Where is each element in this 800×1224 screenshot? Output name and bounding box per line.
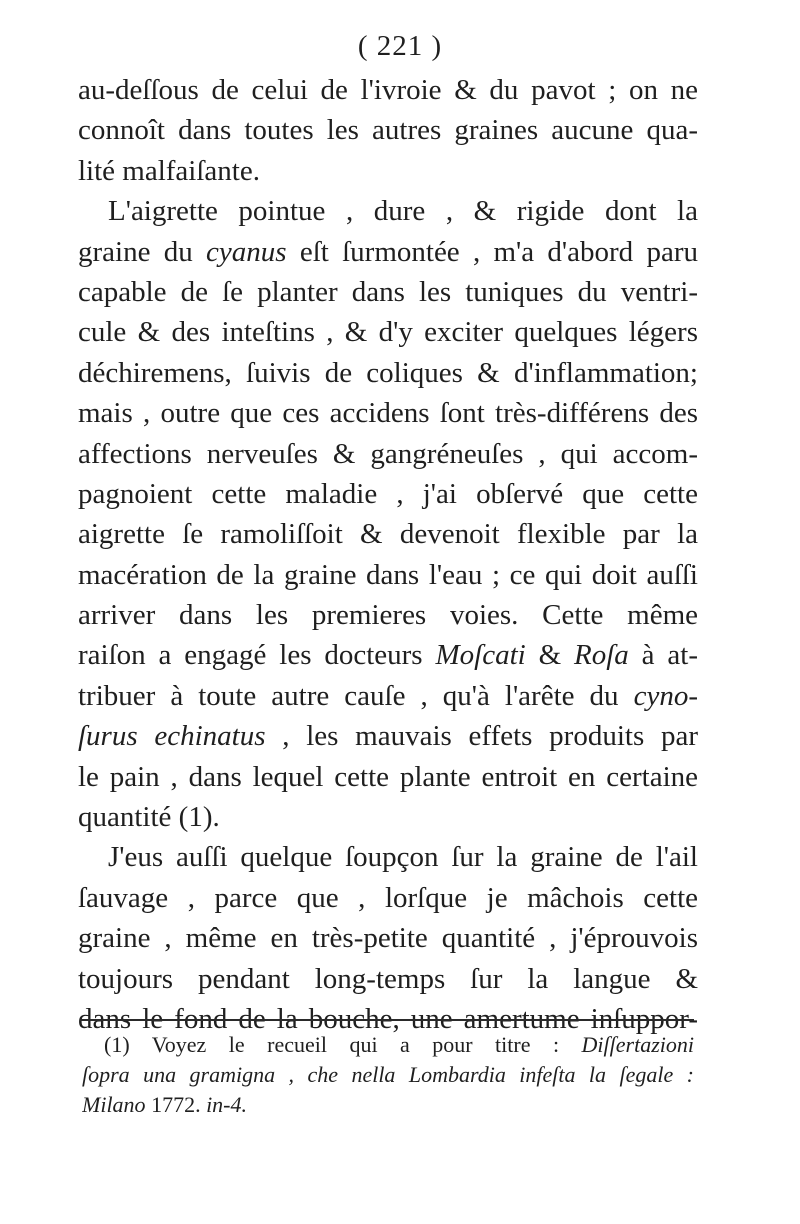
body-line [78,959,698,999]
italic-text: ſopra una gramigna , che nella Lombardia infeſta la ſegale : [82,1062,694,1087]
text-run: lité malfaiſante. [78,154,260,187]
text-run: L'aigrette pointue , dure , & rigide dont la [108,195,698,228]
italic-text: Roſa [574,639,629,672]
body-line [78,837,698,877]
text-run: eſt ſurmontée , m'a d'abord paru [286,235,698,268]
body-line [78,555,698,595]
body-line [78,70,698,110]
body-line [78,595,698,635]
body-line [78,676,698,716]
text-run: graine du [78,235,207,268]
text-run: déchiremens, ſuivis de coliques & d'inflammation; [78,356,698,389]
body-line [78,716,698,756]
text-run: ſauvage , parce que , lorſque je mâchois cette [78,881,698,914]
body-text [78,70,698,1039]
body-line [78,110,698,150]
page-number: ( 221 ) [357,30,443,62]
italic-text: ſurus echinatus [78,720,266,753]
text-run: quantité (1). [78,801,220,834]
body-line [78,514,698,554]
text-run: cule & des inteſtins , & d'y exciter quelques légers [78,316,698,349]
text-run: toujours pendant long-temps ſur la langue & [78,962,698,995]
text-run: dans le fond de la bouche, une amertume inſuppor- [78,1002,698,1035]
text-run: , les mauvais effets produits par [265,720,698,753]
footnote [82,1030,694,1120]
text-run: connoît dans toutes les autres graines aucune qua- [78,114,698,147]
text-run: arriver dans les premieres voies. Cette même [78,599,698,632]
body-line [78,191,698,231]
body-line [78,151,698,191]
italic-text: cyno- [633,679,698,712]
text-run: graine , même en très-petite quantité , j'éprouvois [78,922,698,955]
body-line [78,272,698,312]
body-line [78,393,698,433]
text-run: J'eus auſſi quelque ſoupçon ſur la graine de l'ail [108,841,698,874]
body-line [78,232,698,272]
footnote-line [82,1030,694,1060]
body-line [78,757,698,797]
text-run: (1) Voyez le recueil qui a pour titre : [104,1032,582,1057]
body-line [78,353,698,393]
text-run: tribuer à toute autre cauſe , qu'à l'arête du [78,679,634,712]
italic-text: Diſſertazioni [581,1032,694,1057]
text-run: pagnoient cette maladie , j'ai obſervé que cette [78,477,698,510]
italic-text: Moſcati [435,639,526,672]
text-run: & [525,639,574,672]
text-run: aigrette ſe ramoliſſoit & devenoit flexible par la [78,518,698,551]
body-line [78,797,698,837]
text-run: 1772. [145,1092,207,1117]
text-run: au-deſſous de celui de l'ivroie & du pavot ; on ne [78,74,698,106]
body-line [78,918,698,958]
text-run: capable de ſe planter dans les tuniques du ventri- [78,275,698,308]
text-run: raiſon a engagé les docteurs [78,639,436,672]
footnote-separator [80,1019,694,1021]
italic-text: cyanus [206,235,287,268]
italic-text: in-4. [206,1092,248,1117]
text-run: mais , outre que ces accidens ſont très-différens des [78,397,698,430]
body-line [78,474,698,514]
text-run: macération de la graine dans l'eau ; ce qui doit auſſi [78,558,698,591]
text-run: le pain , dans lequel cette plante entroit en certaine [78,760,698,793]
text-run: à at- [628,639,698,672]
body-line [78,312,698,352]
footnote-line [82,1090,694,1120]
italic-text: Milano [82,1092,146,1117]
body-line [78,878,698,918]
text-run: affections nerveuſes & gangréneuſes , qui accom- [78,437,698,470]
footnote-line [82,1060,694,1090]
body-line [78,635,698,675]
body-line [78,434,698,474]
